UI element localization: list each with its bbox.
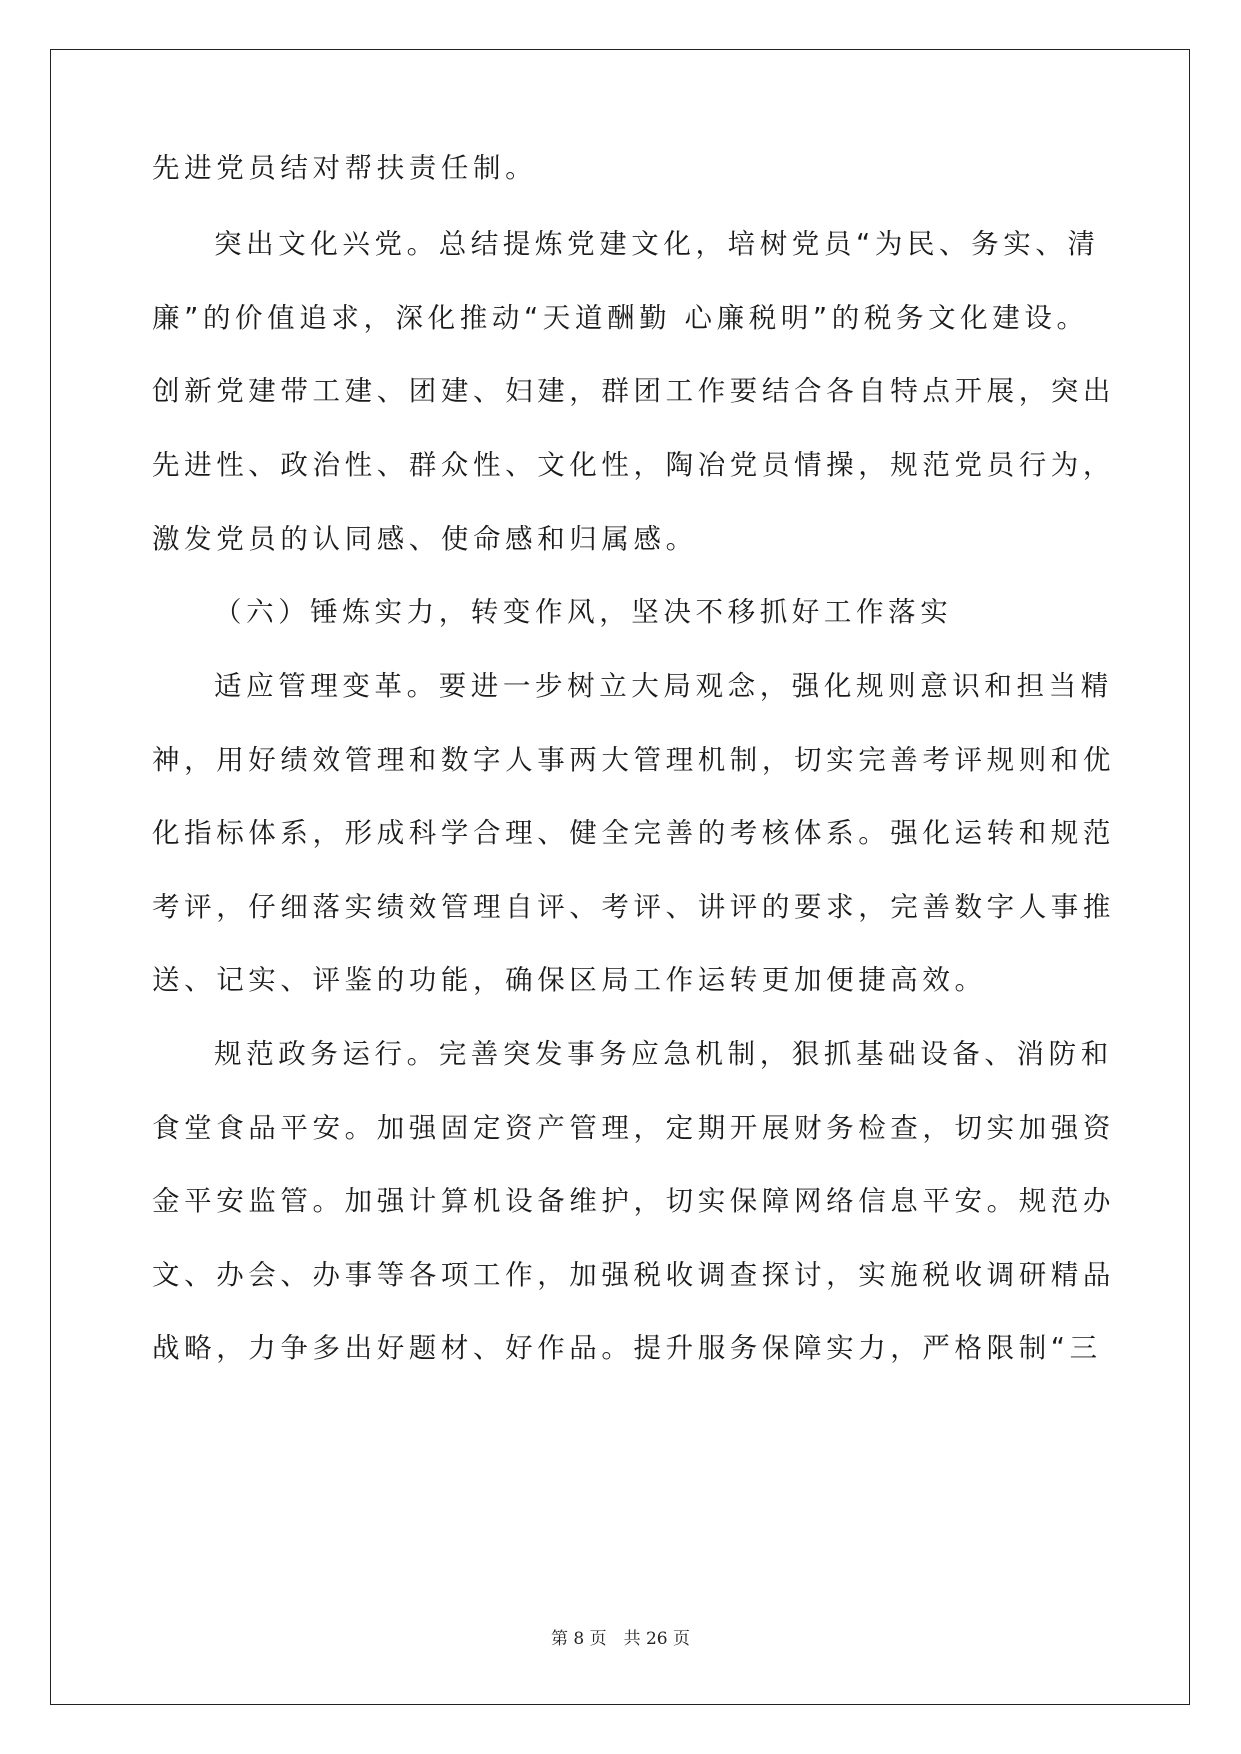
paragraph-start-line: 规范政务运行。完善突发事务应急机制，狠抓基础设备、消防和 [214,1038,1113,1070]
text-line: 廉”的价值追求，深化推动“天道酬勤 心廉税明”的税务文化建设。 [152,302,1089,334]
paragraph-start-line: 适应管理变革。要进一步树立大局观念，强化规则意识和担当精 [214,670,1113,702]
text-line: 金平安监管。加强计算机设备维护，切实保障网络信息平安。规范办 [152,1185,1115,1217]
text-line: 送、记实、评鉴的功能，确保区局工作运转更加便捷高效。 [152,964,987,996]
text-line: 激发党员的认同感、使命感和归属感。 [152,523,698,555]
text-line: 化指标体系，形成科学合理、健全完善的考核体系。强化运转和规范 [152,817,1115,849]
text-line: 先进党员结对帮扶责任制。 [152,152,538,184]
paragraph-start-line: 突出文化兴党。总结提炼党建文化，培树党员“为民、务实、清 [214,228,1100,260]
text-line: 创新党建带工建、团建、妇建，群团工作要结合各自特点开展，突出 [152,375,1115,407]
text-line: 先进性、政治性、群众性、文化性，陶冶党员情操，规范党员行为， [152,449,1115,481]
text-line: 文、办会、办事等各项工作，加强税收调查探讨，实施税收调研精品 [152,1259,1115,1291]
text-line: 神，用好绩效管理和数字人事两大管理机制，切实完善考评规则和优 [152,744,1115,776]
page-footer: 第 8 页 共 26 页 [550,1629,691,1649]
text-line: 战略，力争多出好题材、好作品。提升服务保障实力，严格限制“三 [152,1332,1102,1364]
text-line: 考评，仔细落实绩效管理自评、考评、讲评的要求，完善数字人事推 [152,891,1115,923]
section-heading: （六）锤炼实力，转变作风，坚决不移抓好工作落实 [214,596,953,628]
text-line: 食堂食品平安。加强固定资产管理，定期开展财务检查，切实加强资 [152,1112,1115,1144]
